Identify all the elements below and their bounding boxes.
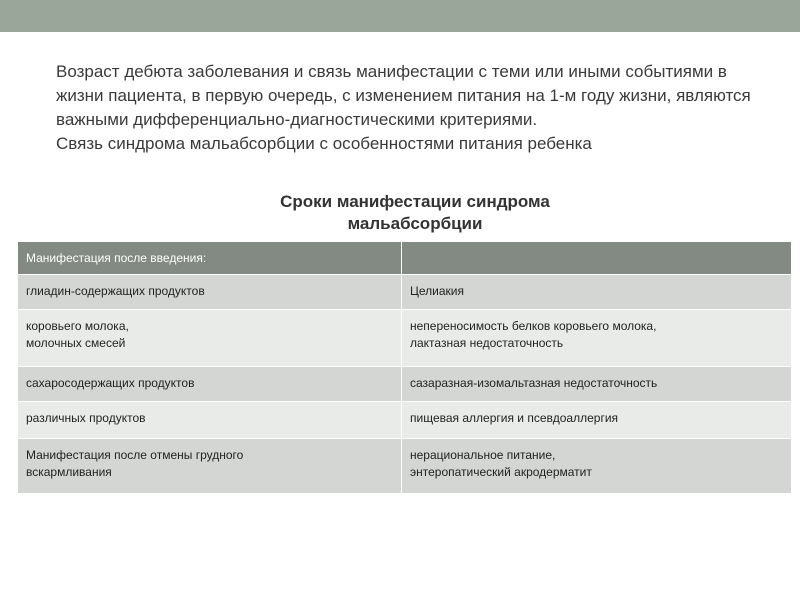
- header-cell-trigger: Манифестация после введения:: [18, 242, 402, 275]
- trigger-cell: Манифестация после отмены грудного вскармливания: [18, 439, 402, 494]
- intro-paragraph-1: Возраст дебюта заболевания и связь манифестации с теми или иными событиями в жизни пациента, в первую очередь, с изменением питания на 1-м году жизни, являются важными дифференциально-диагностическими критериями.: [56, 62, 751, 129]
- diagnosis-cell: сазаразная-изомальтазная недостаточность: [402, 367, 792, 402]
- intro-text: [56, 60, 776, 156]
- trigger-cell: различных продуктов: [18, 402, 402, 439]
- intro-paragraph-2: Связь синдрома мальабсорбции с особенностями питания ребенка: [56, 134, 592, 153]
- table-row: [18, 439, 792, 494]
- diagnosis-cell: Целиакия: [402, 275, 792, 310]
- table-row: [18, 310, 792, 367]
- diagnosis-cell: пищевая аллергия и псевдоаллергия: [402, 402, 792, 439]
- table-header-row: [18, 242, 792, 275]
- manifestation-table: [17, 241, 792, 494]
- trigger-cell: сахаросодержащих продуктов: [18, 367, 402, 402]
- diagnosis-cell: непереносимость белков коровьего молока, лактазная недостаточность: [402, 310, 792, 367]
- header-cell-diagnosis: [402, 242, 792, 275]
- table-title: Сроки манифестации синдрома мальабсорбции: [280, 192, 550, 233]
- table-row: [18, 367, 792, 402]
- table-row: [18, 275, 792, 310]
- trigger-cell: глиадин-содержащих продуктов: [18, 275, 402, 310]
- diagnosis-cell: нерациональное питание, энтеропатический акродерматит: [402, 439, 792, 494]
- trigger-cell: коровьего молока, молочных смесей: [18, 310, 402, 367]
- table-row: [18, 402, 792, 439]
- top-decorative-band: [0, 0, 800, 32]
